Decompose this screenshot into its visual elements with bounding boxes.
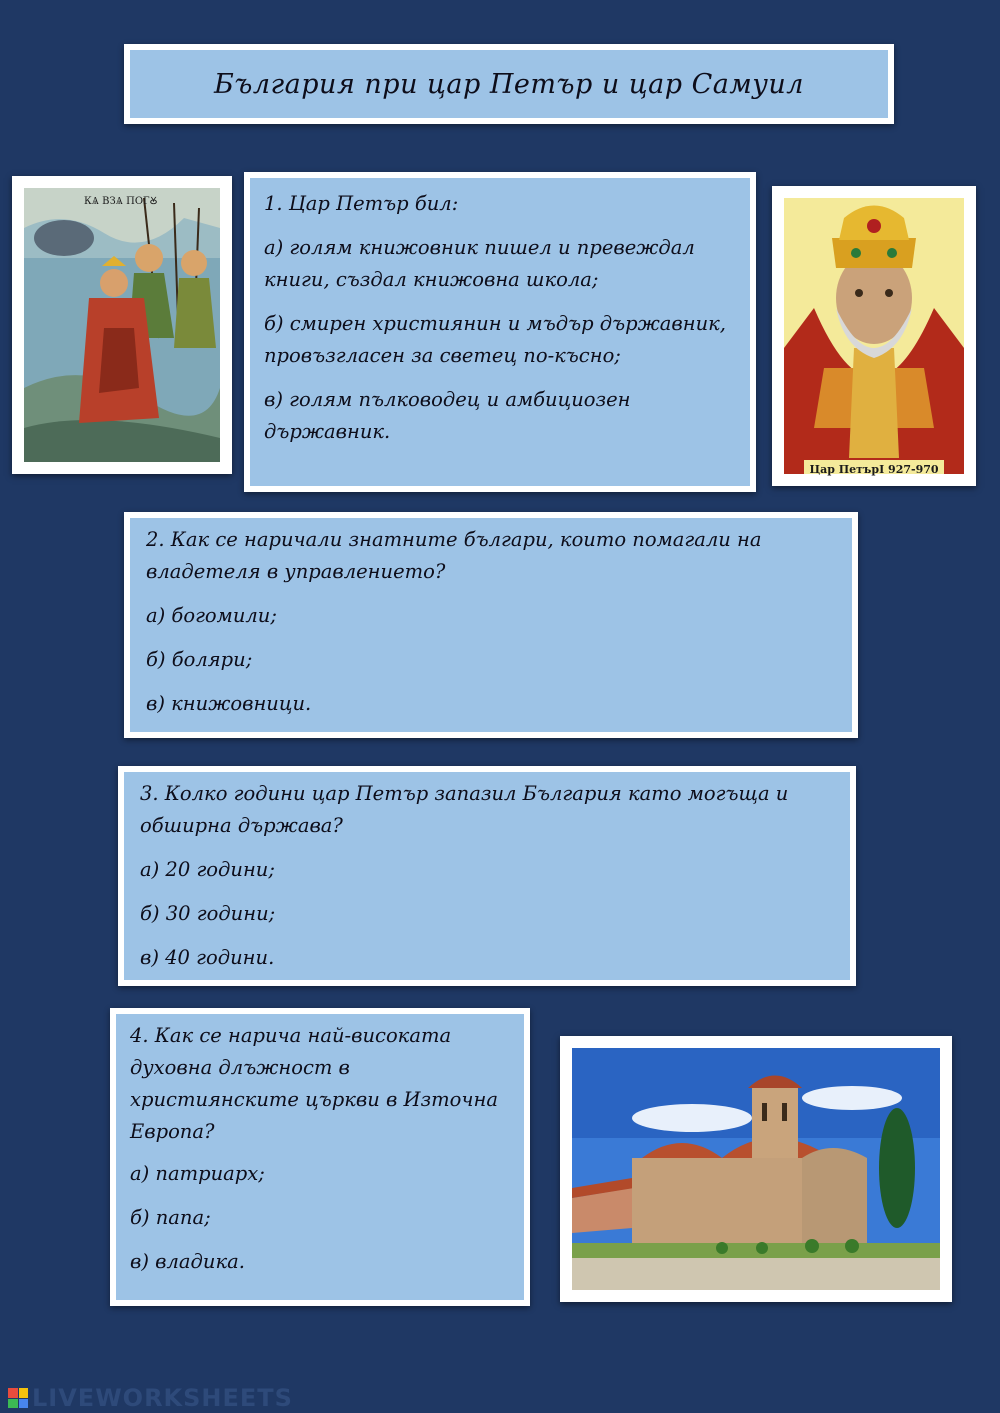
question-3-card	[118, 766, 856, 986]
portrait-caption: Цар ПетърI 927-970	[809, 463, 939, 476]
church-illustration	[572, 1048, 940, 1290]
question-2-text: 2. Как се наричали знатните българи, които помагали на владетеля в управлението?	[146, 528, 762, 583]
tsar-petar-portrait	[772, 186, 976, 486]
question-1-option-c[interactable]: в) голям пълководец и амбициозен държавник.	[264, 388, 631, 443]
question-2-option-b[interactable]: б) боляри;	[146, 648, 253, 671]
question-3-option-c[interactable]: в) 40 години.	[140, 946, 275, 969]
question-2-card	[124, 512, 858, 738]
question-2-option-a[interactable]: а) богомили;	[146, 604, 277, 627]
question-3-option-b[interactable]: б) 30 години;	[140, 902, 276, 925]
question-4-option-c[interactable]: в) владика.	[130, 1250, 245, 1273]
fresco-photo	[12, 176, 232, 474]
fresco-illustration	[24, 188, 220, 462]
question-1-option-a[interactable]: а) голям книжовник пишел и превеждал книги, създал книжовна школа;	[264, 236, 695, 291]
portrait-illustration	[784, 198, 964, 474]
question-1-option-b[interactable]: б) смирен християнин и мъдър държавник, провъзгласен за светец по-късно;	[264, 312, 726, 367]
question-3-option-a[interactable]: а) 20 години;	[140, 858, 275, 881]
watermark-text: LIVEWORKSHEETS	[32, 1384, 293, 1412]
liveworksheets-logo	[8, 1384, 293, 1412]
question-4-card	[110, 1008, 530, 1306]
question-3-text: 3. Колко години цар Петър запазил България като могъща и обширна държава?	[140, 782, 789, 837]
question-4-option-b[interactable]: б) папа;	[130, 1206, 211, 1229]
question-4-text: 4. Как се нарича най-високата духовна длъжност в християнските църкви в Източна Европа?	[130, 1024, 498, 1143]
question-1-card	[244, 172, 756, 492]
question-4-option-a[interactable]: а) патриарх;	[130, 1162, 265, 1185]
question-2-option-c[interactable]: в) книжовници.	[146, 692, 312, 715]
church-photo	[560, 1036, 952, 1302]
logo-icon	[8, 1388, 28, 1408]
question-1-text: 1. Цар Петър бил:	[264, 192, 459, 215]
page-title-card	[124, 44, 894, 124]
fresco-inscription: КѦ ВЗѦ ПОГꙊ	[84, 196, 158, 207]
page-title: България при цар Петър и цар Самуил	[214, 68, 804, 100]
